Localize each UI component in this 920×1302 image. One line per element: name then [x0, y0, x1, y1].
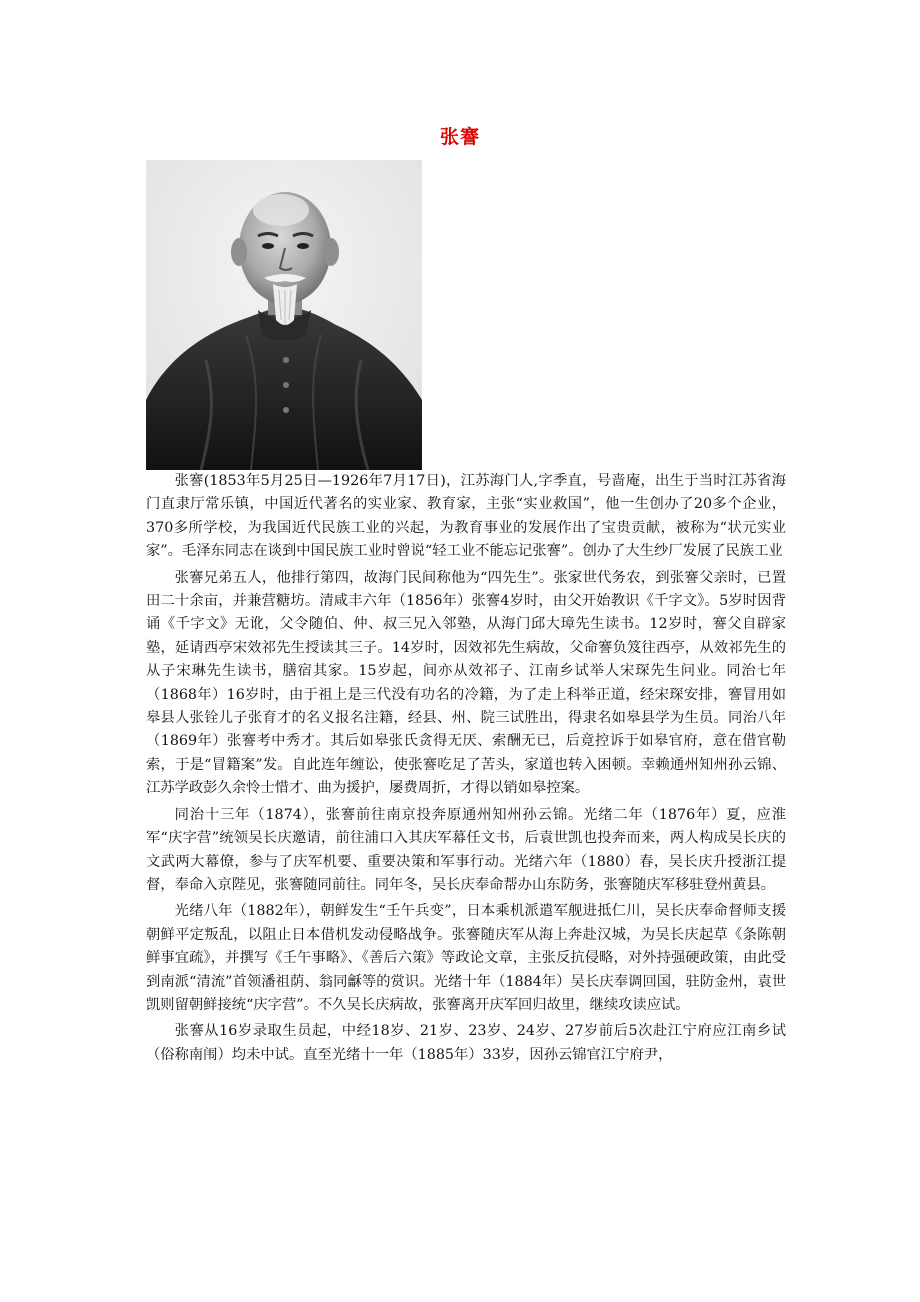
article-body	[146, 470, 786, 1067]
paragraph-1: 张謇(1853年5月25日—1926年7月17日)，江苏海门人,字季直，号啬庵，出生于当时江苏省海门直隶厅常乐镇，中国近代著名的实业家、教育家，主张“实业救国”，他一生创办了20多个企业，370多所学校，为我国近代民族工业的兴起，为教育事业的发展作出了宝贵贡献，被称为“状元实业家”。毛泽东同志在谈到中国民族工业时曾说“轻工业不能忘记张謇”。创办了大生纱厂发展了民族工业	[146, 473, 786, 560]
paragraph-3: 同治十三年（1874），张謇前往南京投奔原通州知州孙云锦。光绪二年（1876年）夏，应淮军“庆字营”统领吴长庆邀请，前往浦口入其庆军幕任文书，后袁世凯也投奔而来，两人构成吴长庆的文武两大幕僚，参与了庆军机要、重要决策和军事行动。光绪六年（1880）春，吴长庆升授浙江提督，奉命入京陛见，张謇随同前往。同年冬，吴长庆奉命帮办山东防务，张謇随庆军移驻登州黄县。	[146, 806, 786, 893]
paragraph-5: 张謇从16岁录取生员起，中经18岁、21岁、23岁、24岁、27岁前后5次赴江宁府应江南乡试（俗称南闱）均未中试。直至光绪十一年（1885年）33岁，因孙云锦官江宁府尹，	[146, 1023, 786, 1063]
paragraph-4: 光绪八年（1882年），朝鲜发生“壬午兵变”，日本乘机派遣军舰进抵仁川，吴长庆奉命督师支援朝鲜平定叛乱，以阻止日本借机发动侵略战争。张謇随庆军从海上奔赴汉城，为吴长庆起草《条陈朝鲜事宜疏》，并撰写《壬午事略》、《善后六策》等政论文章，主张反抗侵略，对外持强硬政策，由此受到南派“清流”首领潘祖荫、翁同龢等的赏识。光绪十年（1884年）吴长庆奉调回国，驻防金州，袁世凯则留朝鲜接统“庆字营”。不久吴长庆病故，张謇离开庆军回归故里，继续攻读应试。	[146, 903, 786, 1013]
portrait-photo	[146, 160, 422, 470]
paragraph-2: 张謇兄弟五人，他排行第四，故海门民间称他为“四先生”。张家世代务农，到张謇父亲时，已置田二十余亩，并兼营糖坊。清咸丰六年（1856年）张謇4岁时，由父开始教识《千字文》。5岁时因背诵《千字文》无讹，父令随伯、仲、叔三兄入邻塾，从海门邱大璋先生读书。12岁时，謇父自辟家塾，延请西亭宋效祁先生授读其三子。14岁时，因效祁先生病故，父命謇负笈往西亭，从效祁先生的从子宋琳先生读书，膳宿其家。15岁起，间亦从效祁子、江南乡试举人宋琛先生问业。同治七年（1868年）16岁时，由于祖上是三代没有功名的冷籍，为了走上科举正道，经宋琛安排，謇冒用如皋县人张铨儿子张育才的名义报名注籍，经县、州、院三试胜出，得隶名如皋县学为生员。同治八年（1869年）张謇考中秀才。其后如皋张氏贪得无厌、索酬无已，后竟控诉于如皋官府，意在借官勒索，于是“冒籍案”发。自此连年缠讼，使张謇吃足了苦头，家道也转入困顿。幸赖通州知州孙云锦、江苏学政彭久余怜士惜才、曲为援护，屡费周折，才得以销如皋控案。	[146, 569, 786, 797]
page-title: 张謇	[439, 126, 480, 148]
